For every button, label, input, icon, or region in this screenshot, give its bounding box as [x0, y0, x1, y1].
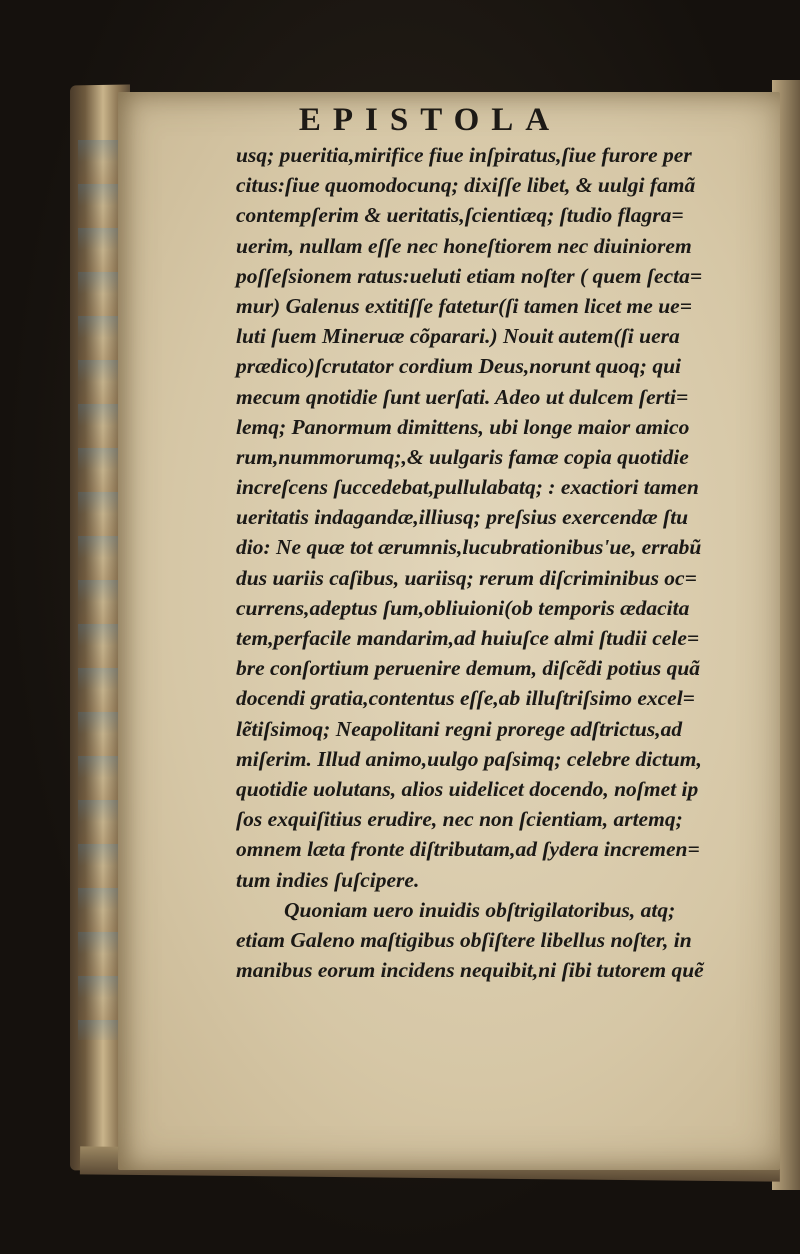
left-page-stain [78, 140, 118, 1040]
text-line: ſos exquiſitius erudire, nec non ſcientiam, artemq; [236, 807, 683, 832]
text-line: increſcens ſuccedebat,pullulabatq; : exactiori tamen [236, 475, 699, 500]
text-line: quotidie uolutans, alios uidelicet docendo, noſmet ip [236, 776, 699, 801]
text-line: docendi gratia,contentus eſſe,ab illuſtriſsimo excel= [236, 686, 695, 711]
text-line: mur) Galenus extitiſſe fatetur(ſi tamen licet me ue= [236, 293, 692, 318]
text-line: usq; pueritia,mirifice fiue inſpiratus,ſiue furore per [236, 143, 692, 167]
text-line: omnem læta fronte diſtributam,ad ſydera incremen= [236, 837, 700, 862]
text-line: ueritatis indagandæ,illiusq; preſsius exercendæ ſtu [236, 505, 689, 530]
text-line: etiam Galeno maſtigibus obſiſtere libellus noſter, in [236, 927, 692, 952]
text-line: currens,adeptus ſum,obliuioni(ob temporis ædacita [236, 595, 690, 620]
running-head: EPISTOLA [298, 102, 562, 138]
text-line: tum indies ſuſcipere. [236, 867, 420, 892]
text-line: prædico)ſcrutator cordium Deus,norunt quoq; qui [236, 354, 682, 379]
text-line: lemq; Panormum dimittens, ubi longe maior amico [236, 414, 690, 439]
paragraph-start-line: Quoniam uero inuidis obſtrigilatoribus, atq; [284, 897, 676, 922]
text-block [236, 140, 776, 983]
text-line: mecum qnotidie ſunt uerſati. Adeo ut dulcem ſerti= [236, 384, 689, 409]
text-line: dus uariis caſibus, uariisq; rerum diſcriminibus oc= [236, 565, 697, 590]
text-line: bre conſortium peruenire demum, diſcẽdi potius quã [236, 656, 701, 681]
text-line: contempſerim & ueritatis,ſcientiæq; ſtudio flagra= [236, 203, 684, 228]
text-line: tem,perfacile mandarim,ad huiuſce almi ſtudii cele= [236, 626, 700, 650]
text-line: dio: Ne quæ tot ærumnis,lucubrationibus'ue, errabũ [236, 535, 702, 560]
text-line: manibus eorum incidens nequibit,ni ſibi tutorem quẽ [236, 958, 704, 983]
text-line: miſerim. Illud animo,uulgo paſsimq; celebre dictum, [236, 746, 702, 771]
text-line: citus:ſiue quomodocunq; dixiſſe libet, & uulgi famã [236, 173, 696, 198]
text-line: uerim, nullam eſſe nec honeſtiorem nec diuiniorem [236, 233, 692, 258]
text-line: lẽtiſsimoq; Neapolitani regni prorege adſtrictus,ad [236, 716, 683, 741]
text-line: rum,nummorumq;,& uulgaris famæ copia quotidie [236, 444, 689, 469]
text-line: poſſeſsionem ratus:ueluti etiam noſter ( quem ſecta= [236, 263, 703, 288]
text-line: luti ſuem Mineruæ cõparari.) Nouit autem(ſi uera [236, 324, 680, 349]
